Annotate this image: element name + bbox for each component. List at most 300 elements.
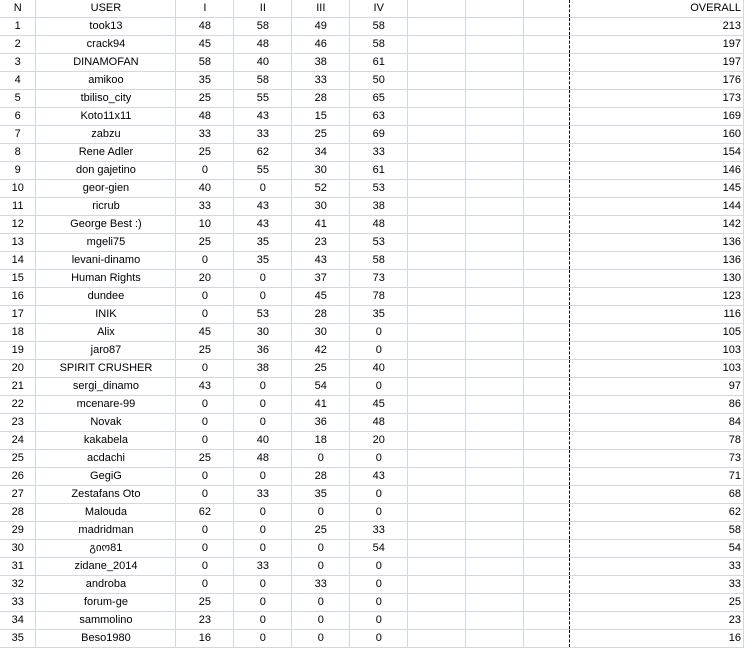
cell-round-1[interactable]: 23 <box>176 612 234 630</box>
cell-round-3[interactable]: 43 <box>292 252 350 270</box>
cell-round-4[interactable]: 50 <box>350 72 408 90</box>
cell-user[interactable]: sergi_dinamo <box>36 378 176 396</box>
empty-cell[interactable] <box>466 108 524 126</box>
cell-user[interactable]: tbiliso_city <box>36 90 176 108</box>
cell-overall[interactable]: 136 <box>570 252 744 270</box>
cell-round-1[interactable]: 48 <box>176 18 234 36</box>
header-round-4[interactable]: IV <box>350 0 408 18</box>
cell-overall[interactable]: 173 <box>570 90 744 108</box>
empty-cell[interactable] <box>466 180 524 198</box>
cell-round-2[interactable]: 0 <box>234 504 292 522</box>
cell-round-1[interactable]: 16 <box>176 630 234 648</box>
cell-round-1[interactable]: 25 <box>176 342 234 360</box>
cell-round-2[interactable]: 0 <box>234 630 292 648</box>
empty-cell[interactable] <box>524 306 570 324</box>
cell-overall[interactable]: 146 <box>570 162 744 180</box>
cell-round-4[interactable]: 45 <box>350 396 408 414</box>
cell-round-2[interactable]: 36 <box>234 342 292 360</box>
cell-overall[interactable]: 25 <box>570 594 744 612</box>
cell-round-1[interactable]: 0 <box>176 306 234 324</box>
cell-rank[interactable]: 1 <box>0 18 36 36</box>
cell-overall[interactable]: 197 <box>570 36 744 54</box>
cell-round-3[interactable]: 0 <box>292 540 350 558</box>
cell-rank[interactable]: 2 <box>0 36 36 54</box>
cell-rank[interactable]: 28 <box>0 504 36 522</box>
empty-cell[interactable] <box>466 594 524 612</box>
cell-round-1[interactable]: 0 <box>176 576 234 594</box>
cell-user[interactable]: DINAMOFAN <box>36 54 176 72</box>
cell-round-1[interactable]: 0 <box>176 468 234 486</box>
cell-round-1[interactable]: 45 <box>176 324 234 342</box>
cell-round-4[interactable]: 54 <box>350 540 408 558</box>
cell-round-2[interactable]: 55 <box>234 162 292 180</box>
empty-cell[interactable] <box>408 144 466 162</box>
cell-round-1[interactable]: 20 <box>176 270 234 288</box>
cell-round-2[interactable]: 0 <box>234 180 292 198</box>
cell-overall[interactable]: 33 <box>570 576 744 594</box>
empty-cell[interactable] <box>408 576 466 594</box>
empty-cell[interactable] <box>466 540 524 558</box>
empty-cell[interactable] <box>524 432 570 450</box>
cell-round-2[interactable]: 48 <box>234 450 292 468</box>
cell-round-1[interactable]: 0 <box>176 414 234 432</box>
cell-rank[interactable]: 6 <box>0 108 36 126</box>
empty-cell[interactable] <box>524 378 570 396</box>
cell-round-2[interactable]: 0 <box>234 270 292 288</box>
cell-round-4[interactable]: 53 <box>350 180 408 198</box>
empty-cell[interactable] <box>524 234 570 252</box>
empty-cell[interactable] <box>524 612 570 630</box>
cell-round-2[interactable]: 0 <box>234 378 292 396</box>
empty-cell[interactable] <box>466 270 524 288</box>
empty-cell[interactable] <box>524 360 570 378</box>
empty-cell[interactable] <box>466 342 524 360</box>
cell-round-2[interactable]: 48 <box>234 36 292 54</box>
empty-cell[interactable] <box>408 252 466 270</box>
header-round-1[interactable]: I <box>176 0 234 18</box>
cell-rank[interactable]: 30 <box>0 540 36 558</box>
cell-round-3[interactable]: 23 <box>292 234 350 252</box>
empty-cell[interactable] <box>524 504 570 522</box>
empty-cell[interactable] <box>524 594 570 612</box>
cell-round-3[interactable]: 0 <box>292 594 350 612</box>
cell-round-4[interactable]: 20 <box>350 432 408 450</box>
empty-cell[interactable] <box>408 36 466 54</box>
cell-round-1[interactable]: 0 <box>176 558 234 576</box>
cell-user[interactable]: forum-ge <box>36 594 176 612</box>
cell-user[interactable]: Malouda <box>36 504 176 522</box>
cell-round-4[interactable]: 33 <box>350 144 408 162</box>
empty-cell[interactable] <box>466 378 524 396</box>
cell-rank[interactable]: 3 <box>0 54 36 72</box>
empty-cell[interactable] <box>408 126 466 144</box>
cell-rank[interactable]: 12 <box>0 216 36 234</box>
cell-user[interactable]: Alix <box>36 324 176 342</box>
cell-round-4[interactable]: 35 <box>350 306 408 324</box>
cell-overall[interactable]: 71 <box>570 468 744 486</box>
empty-cell[interactable] <box>466 576 524 594</box>
cell-round-3[interactable]: 41 <box>292 396 350 414</box>
empty-cell[interactable] <box>466 162 524 180</box>
cell-user[interactable]: mcenare-99 <box>36 396 176 414</box>
cell-round-4[interactable]: 0 <box>350 594 408 612</box>
cell-rank[interactable]: 34 <box>0 612 36 630</box>
cell-round-3[interactable]: 28 <box>292 306 350 324</box>
cell-round-2[interactable]: 43 <box>234 198 292 216</box>
empty-cell[interactable] <box>408 342 466 360</box>
cell-round-4[interactable]: 0 <box>350 558 408 576</box>
cell-user[interactable]: SPIRIT CRUSHER <box>36 360 176 378</box>
empty-cell[interactable] <box>408 540 466 558</box>
cell-round-2[interactable]: 43 <box>234 216 292 234</box>
cell-round-4[interactable]: 0 <box>350 450 408 468</box>
cell-user[interactable]: George Best :) <box>36 216 176 234</box>
cell-round-1[interactable]: 25 <box>176 234 234 252</box>
cell-round-2[interactable]: 0 <box>234 594 292 612</box>
cell-rank[interactable]: 31 <box>0 558 36 576</box>
cell-round-1[interactable]: 45 <box>176 36 234 54</box>
cell-round-1[interactable]: 0 <box>176 360 234 378</box>
cell-round-4[interactable]: 78 <box>350 288 408 306</box>
cell-rank[interactable]: 16 <box>0 288 36 306</box>
empty-cell[interactable] <box>524 162 570 180</box>
empty-cell[interactable] <box>408 18 466 36</box>
cell-rank[interactable]: 22 <box>0 396 36 414</box>
cell-round-3[interactable]: 15 <box>292 108 350 126</box>
cell-round-2[interactable]: 0 <box>234 540 292 558</box>
cell-overall[interactable]: 142 <box>570 216 744 234</box>
cell-rank[interactable]: 15 <box>0 270 36 288</box>
cell-rank[interactable]: 7 <box>0 126 36 144</box>
empty-cell[interactable] <box>466 144 524 162</box>
empty-cell[interactable] <box>524 576 570 594</box>
cell-round-2[interactable]: 0 <box>234 612 292 630</box>
cell-rank[interactable]: 26 <box>0 468 36 486</box>
cell-round-3[interactable]: 0 <box>292 504 350 522</box>
cell-round-4[interactable]: 0 <box>350 504 408 522</box>
empty-cell[interactable] <box>408 216 466 234</box>
cell-round-2[interactable]: 58 <box>234 72 292 90</box>
cell-overall[interactable]: 105 <box>570 324 744 342</box>
cell-round-2[interactable]: 33 <box>234 486 292 504</box>
cell-rank[interactable]: 33 <box>0 594 36 612</box>
header-n[interactable]: N <box>0 0 36 18</box>
cell-rank[interactable]: 20 <box>0 360 36 378</box>
cell-round-2[interactable]: 0 <box>234 288 292 306</box>
cell-overall[interactable]: 154 <box>570 144 744 162</box>
cell-user[interactable]: Human Rights <box>36 270 176 288</box>
cell-round-1[interactable]: 0 <box>176 432 234 450</box>
cell-round-3[interactable]: 35 <box>292 486 350 504</box>
empty-cell[interactable] <box>524 522 570 540</box>
cell-round-4[interactable]: 53 <box>350 234 408 252</box>
cell-round-1[interactable]: 62 <box>176 504 234 522</box>
cell-round-2[interactable]: 43 <box>234 108 292 126</box>
cell-rank[interactable]: 18 <box>0 324 36 342</box>
cell-round-4[interactable]: 48 <box>350 414 408 432</box>
cell-round-4[interactable]: 33 <box>350 522 408 540</box>
cell-rank[interactable]: 21 <box>0 378 36 396</box>
header-round-2[interactable]: II <box>234 0 292 18</box>
empty-cell[interactable] <box>408 270 466 288</box>
cell-round-3[interactable]: 28 <box>292 90 350 108</box>
empty-cell[interactable] <box>466 252 524 270</box>
empty-cell[interactable] <box>408 504 466 522</box>
cell-rank[interactable]: 29 <box>0 522 36 540</box>
empty-cell[interactable] <box>466 54 524 72</box>
cell-user[interactable]: amikoo <box>36 72 176 90</box>
header-user[interactable]: USER <box>36 0 176 18</box>
empty-cell[interactable] <box>408 324 466 342</box>
cell-overall[interactable]: 54 <box>570 540 744 558</box>
cell-user[interactable]: ricrub <box>36 198 176 216</box>
cell-round-1[interactable]: 25 <box>176 594 234 612</box>
cell-overall[interactable]: 68 <box>570 486 744 504</box>
cell-round-2[interactable]: 0 <box>234 522 292 540</box>
empty-cell[interactable] <box>408 162 466 180</box>
empty-cell[interactable] <box>466 288 524 306</box>
cell-round-4[interactable]: 58 <box>350 252 408 270</box>
cell-user[interactable]: sammolino <box>36 612 176 630</box>
empty-cell[interactable] <box>524 342 570 360</box>
cell-overall[interactable]: 176 <box>570 72 744 90</box>
empty-cell[interactable] <box>524 558 570 576</box>
cell-round-3[interactable]: 33 <box>292 72 350 90</box>
cell-rank[interactable]: 19 <box>0 342 36 360</box>
cell-round-4[interactable]: 0 <box>350 576 408 594</box>
cell-user[interactable]: Rene Adler <box>36 144 176 162</box>
cell-round-3[interactable]: 41 <box>292 216 350 234</box>
empty-cell[interactable] <box>524 324 570 342</box>
empty-cell[interactable] <box>524 450 570 468</box>
cell-overall[interactable]: 103 <box>570 360 744 378</box>
cell-round-1[interactable]: 58 <box>176 54 234 72</box>
cell-user[interactable]: zidane_2014 <box>36 558 176 576</box>
cell-round-2[interactable]: 62 <box>234 144 292 162</box>
empty-cell[interactable] <box>408 486 466 504</box>
cell-round-3[interactable]: 0 <box>292 612 350 630</box>
cell-round-3[interactable]: 46 <box>292 36 350 54</box>
header-overall[interactable]: OVERALL <box>570 0 744 18</box>
cell-rank[interactable]: 14 <box>0 252 36 270</box>
cell-round-4[interactable]: 0 <box>350 486 408 504</box>
empty-cell[interactable] <box>408 594 466 612</box>
empty-cell[interactable] <box>466 324 524 342</box>
empty-cell[interactable] <box>466 126 524 144</box>
cell-round-1[interactable]: 33 <box>176 198 234 216</box>
cell-round-3[interactable]: 42 <box>292 342 350 360</box>
cell-round-3[interactable]: 0 <box>292 630 350 648</box>
empty-cell[interactable] <box>524 90 570 108</box>
cell-rank[interactable]: 8 <box>0 144 36 162</box>
cell-round-3[interactable]: 54 <box>292 378 350 396</box>
empty-cell[interactable] <box>408 234 466 252</box>
cell-round-2[interactable]: 53 <box>234 306 292 324</box>
empty-cell[interactable] <box>408 0 466 18</box>
cell-round-1[interactable]: 25 <box>176 144 234 162</box>
cell-user[interactable]: Koto11x11 <box>36 108 176 126</box>
cell-user[interactable]: GegiG <box>36 468 176 486</box>
empty-cell[interactable] <box>466 504 524 522</box>
cell-user[interactable]: Beso1980 <box>36 630 176 648</box>
cell-user[interactable]: levani-dinamo <box>36 252 176 270</box>
cell-round-3[interactable]: 34 <box>292 144 350 162</box>
cell-round-3[interactable]: 52 <box>292 180 350 198</box>
empty-cell[interactable] <box>524 270 570 288</box>
empty-cell[interactable] <box>408 72 466 90</box>
cell-round-2[interactable]: 40 <box>234 54 292 72</box>
empty-cell[interactable] <box>466 90 524 108</box>
cell-round-4[interactable]: 65 <box>350 90 408 108</box>
empty-cell[interactable] <box>466 0 524 18</box>
empty-cell[interactable] <box>408 630 466 648</box>
empty-cell[interactable] <box>408 108 466 126</box>
cell-round-3[interactable]: 38 <box>292 54 350 72</box>
empty-cell[interactable] <box>524 0 570 18</box>
empty-cell[interactable] <box>524 36 570 54</box>
cell-round-4[interactable]: 38 <box>350 198 408 216</box>
cell-round-4[interactable]: 48 <box>350 216 408 234</box>
cell-round-3[interactable]: 30 <box>292 198 350 216</box>
cell-overall[interactable]: 33 <box>570 558 744 576</box>
empty-cell[interactable] <box>466 396 524 414</box>
cell-rank[interactable]: 10 <box>0 180 36 198</box>
cell-user[interactable]: kakabela <box>36 432 176 450</box>
cell-overall[interactable]: 16 <box>570 630 744 648</box>
empty-cell[interactable] <box>408 90 466 108</box>
cell-round-2[interactable]: 35 <box>234 234 292 252</box>
cell-user[interactable]: Zestafans Oto <box>36 486 176 504</box>
cell-round-4[interactable]: 0 <box>350 612 408 630</box>
empty-cell[interactable] <box>524 486 570 504</box>
empty-cell[interactable] <box>408 450 466 468</box>
cell-overall[interactable]: 86 <box>570 396 744 414</box>
cell-rank[interactable]: 23 <box>0 414 36 432</box>
cell-rank[interactable]: 27 <box>0 486 36 504</box>
empty-cell[interactable] <box>524 540 570 558</box>
cell-round-3[interactable]: 30 <box>292 324 350 342</box>
cell-round-4[interactable]: 0 <box>350 630 408 648</box>
cell-round-2[interactable]: 33 <box>234 126 292 144</box>
cell-round-4[interactable]: 63 <box>350 108 408 126</box>
cell-round-4[interactable]: 58 <box>350 18 408 36</box>
cell-round-4[interactable]: 61 <box>350 162 408 180</box>
cell-round-4[interactable]: 73 <box>350 270 408 288</box>
cell-round-3[interactable]: 37 <box>292 270 350 288</box>
empty-cell[interactable] <box>524 198 570 216</box>
cell-round-3[interactable]: 30 <box>292 162 350 180</box>
cell-rank[interactable]: 32 <box>0 576 36 594</box>
empty-cell[interactable] <box>466 432 524 450</box>
cell-user[interactable]: took13 <box>36 18 176 36</box>
empty-cell[interactable] <box>408 468 466 486</box>
empty-cell[interactable] <box>466 234 524 252</box>
cell-user[interactable]: mgeli75 <box>36 234 176 252</box>
empty-cell[interactable] <box>524 108 570 126</box>
cell-overall[interactable]: 58 <box>570 522 744 540</box>
empty-cell[interactable] <box>466 216 524 234</box>
cell-user[interactable]: don gajetino <box>36 162 176 180</box>
empty-cell[interactable] <box>408 180 466 198</box>
empty-cell[interactable] <box>408 522 466 540</box>
cell-round-1[interactable]: 10 <box>176 216 234 234</box>
empty-cell[interactable] <box>408 54 466 72</box>
cell-round-2[interactable]: 35 <box>234 252 292 270</box>
cell-round-2[interactable]: 30 <box>234 324 292 342</box>
empty-cell[interactable] <box>466 486 524 504</box>
cell-round-1[interactable]: 0 <box>176 540 234 558</box>
cell-user[interactable]: გიო81 <box>36 540 176 558</box>
cell-user[interactable]: androba <box>36 576 176 594</box>
cell-overall[interactable]: 169 <box>570 108 744 126</box>
empty-cell[interactable] <box>524 414 570 432</box>
cell-round-1[interactable]: 0 <box>176 486 234 504</box>
empty-cell[interactable] <box>524 630 570 648</box>
empty-cell[interactable] <box>524 180 570 198</box>
empty-cell[interactable] <box>466 360 524 378</box>
cell-user[interactable]: geor-gien <box>36 180 176 198</box>
cell-overall[interactable]: 160 <box>570 126 744 144</box>
cell-round-3[interactable]: 45 <box>292 288 350 306</box>
empty-cell[interactable] <box>524 144 570 162</box>
cell-round-4[interactable]: 69 <box>350 126 408 144</box>
cell-rank[interactable]: 24 <box>0 432 36 450</box>
cell-round-3[interactable]: 49 <box>292 18 350 36</box>
cell-round-1[interactable]: 0 <box>176 252 234 270</box>
cell-user[interactable]: Novak <box>36 414 176 432</box>
cell-round-1[interactable]: 48 <box>176 108 234 126</box>
cell-rank[interactable]: 5 <box>0 90 36 108</box>
cell-user[interactable]: acdachi <box>36 450 176 468</box>
cell-overall[interactable]: 145 <box>570 180 744 198</box>
empty-cell[interactable] <box>524 18 570 36</box>
empty-cell[interactable] <box>466 450 524 468</box>
cell-round-2[interactable]: 0 <box>234 576 292 594</box>
cell-overall[interactable]: 144 <box>570 198 744 216</box>
empty-cell[interactable] <box>408 612 466 630</box>
empty-cell[interactable] <box>466 72 524 90</box>
empty-cell[interactable] <box>524 72 570 90</box>
cell-round-4[interactable]: 61 <box>350 54 408 72</box>
cell-round-2[interactable]: 40 <box>234 432 292 450</box>
cell-user[interactable]: zabzu <box>36 126 176 144</box>
cell-round-4[interactable]: 58 <box>350 36 408 54</box>
cell-round-3[interactable]: 33 <box>292 576 350 594</box>
empty-cell[interactable] <box>466 198 524 216</box>
cell-overall[interactable]: 197 <box>570 54 744 72</box>
cell-round-3[interactable]: 0 <box>292 558 350 576</box>
cell-round-3[interactable]: 18 <box>292 432 350 450</box>
empty-cell[interactable] <box>408 198 466 216</box>
cell-rank[interactable]: 17 <box>0 306 36 324</box>
header-round-3[interactable]: III <box>292 0 350 18</box>
cell-round-2[interactable]: 58 <box>234 18 292 36</box>
cell-round-2[interactable]: 0 <box>234 468 292 486</box>
cell-round-1[interactable]: 0 <box>176 396 234 414</box>
empty-cell[interactable] <box>524 54 570 72</box>
empty-cell[interactable] <box>524 126 570 144</box>
cell-overall[interactable]: 130 <box>570 270 744 288</box>
empty-cell[interactable] <box>408 432 466 450</box>
empty-cell[interactable] <box>524 468 570 486</box>
cell-rank[interactable]: 11 <box>0 198 36 216</box>
empty-cell[interactable] <box>466 414 524 432</box>
empty-cell[interactable] <box>408 378 466 396</box>
empty-cell[interactable] <box>466 468 524 486</box>
cell-round-1[interactable]: 43 <box>176 378 234 396</box>
cell-user[interactable]: madridman <box>36 522 176 540</box>
empty-cell[interactable] <box>408 558 466 576</box>
